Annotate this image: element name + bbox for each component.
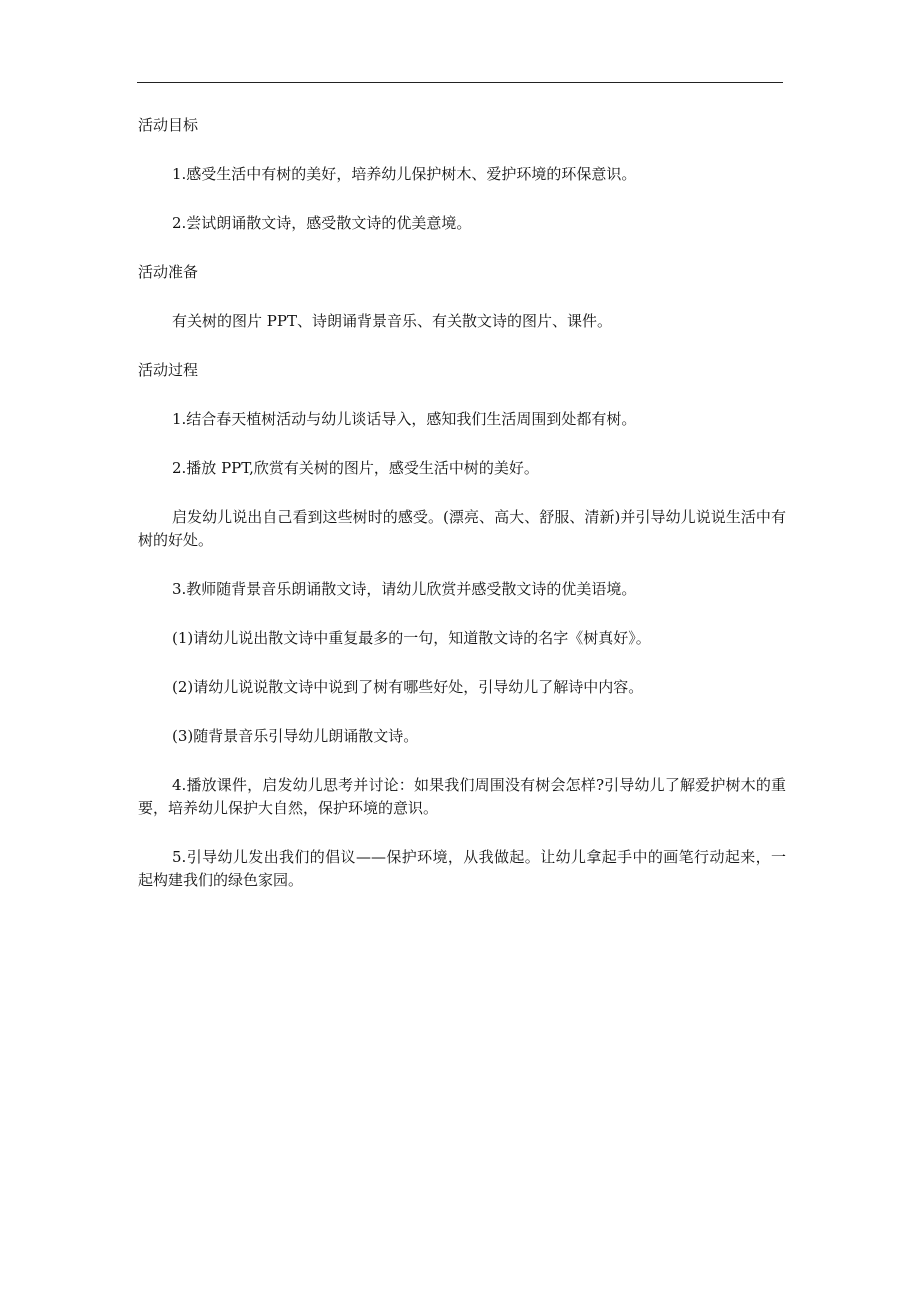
process-item-5: 5.引导幼儿发出我们的倡议——保护环境，从我做起。让幼儿拿起手中的画笔行动起来，一起构建我们的绿色家园。 (138, 848, 786, 889)
section-heading-process: 活动过程 (138, 361, 199, 379)
preparation-item-1: 有关树的图片 PPT、诗朗诵背景音乐、有关散文诗的图片、课件。 (172, 312, 612, 330)
header-rule (137, 82, 783, 83)
process-item-3: 3.教师随背景音乐朗诵散文诗，请幼儿欣赏并感受散文诗的优美语境。 (172, 580, 637, 598)
goal-item-1: 1.感受生活中有树的美好，培养幼儿保护树木、爱护环境的环保意识。 (172, 165, 637, 183)
process-item-2-detail: 启发幼儿说出自己看到这些树时的感受。(漂亮、高大、舒服、清新)并引导幼儿说说生活中有树的好处。 (138, 508, 786, 549)
process-item-1: 1.结合春天植树活动与幼儿谈话导入，感知我们生活周围到处都有树。 (172, 410, 637, 428)
document-body (138, 114, 786, 918)
process-item-3-3: (3)随背景音乐引导幼儿朗诵散文诗。 (172, 727, 419, 745)
section-heading-goals: 活动目标 (138, 116, 199, 134)
goal-item-2: 2.尝试朗诵散文诗，感受散文诗的优美意境。 (172, 214, 472, 232)
process-item-4: 4.播放课件，启发幼儿思考并讨论：如果我们周围没有树会怎样?引导幼儿了解爱护树木的重要，培养幼儿保护大自然，保护环境的意识。 (138, 776, 786, 817)
process-item-3-2: (2)请幼儿说说散文诗中说到了树有哪些好处，引导幼儿了解诗中内容。 (172, 678, 644, 696)
process-item-3-1: (1)请幼儿说出散文诗中重复最多的一句，知道散文诗的名字《树真好》。 (172, 629, 651, 647)
section-heading-preparation: 活动准备 (138, 263, 199, 281)
process-item-2: 2.播放 PPT,欣赏有关树的图片，感受生活中树的美好。 (172, 459, 539, 477)
